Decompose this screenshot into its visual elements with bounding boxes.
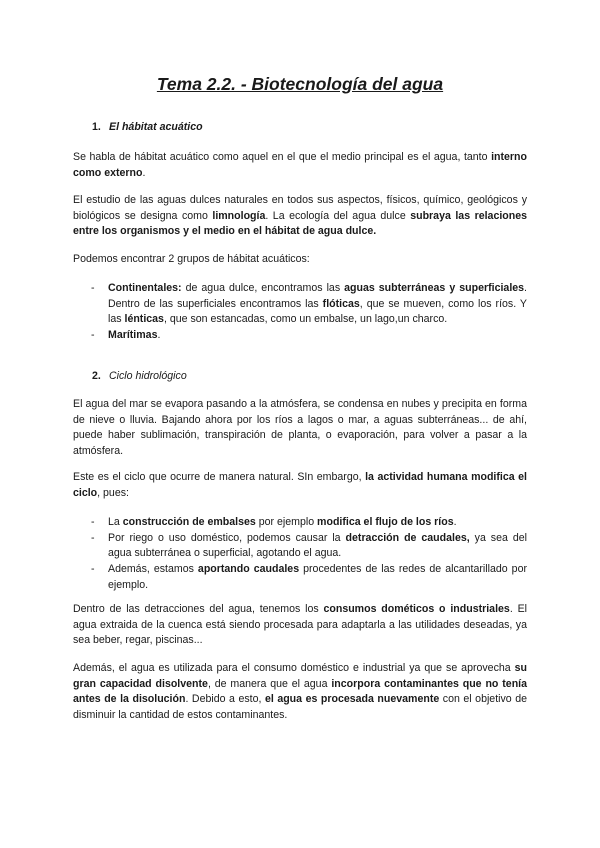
text-run: Se habla de hábitat acuático como aquel en el que el medio principal es el agua, tanto xyxy=(73,151,492,163)
bold-text: consumos dométicos o industriales xyxy=(323,603,510,615)
text-run: Además, estamos xyxy=(108,563,198,576)
list-item xyxy=(91,281,527,328)
page-title: Tema 2.2. - Biotecnología del agua xyxy=(156,74,444,94)
paragraph-actividad-humana xyxy=(73,470,527,501)
bullet-dash: - xyxy=(91,329,95,342)
bullet-dash: - xyxy=(91,282,95,294)
bullet-dash: - xyxy=(91,563,95,576)
section-heading-1 xyxy=(92,120,203,136)
text-run: con el objetivo de disminuir la cantidad de estos contaminantes. xyxy=(73,693,528,722)
text-run: El estudio de las aguas dulces naturales en todos sus aspectos, físicos, químico, geológicos y biológicos se designa como xyxy=(73,194,527,222)
paragraph-habitat-definition xyxy=(73,150,527,181)
text-run: . Debido a esto, xyxy=(185,693,265,706)
text-run: , de manera que el agua xyxy=(207,677,332,690)
text-run: Este es el ciclo que ocurre de manera natural. SIn embargo, xyxy=(73,471,366,483)
section-title: Ciclo hidrológico xyxy=(109,370,187,382)
text-run: . Dentro de las superficiales encontramos las xyxy=(108,282,527,310)
section-number: 2. xyxy=(92,370,101,382)
text-run: , que se mueven, como los ríos. Y las xyxy=(108,297,527,326)
text-run: por ejemplo xyxy=(255,516,318,528)
section-title: El hábitat acuático xyxy=(109,121,203,133)
paragraph-grupos xyxy=(73,252,527,268)
paragraph-ciclo xyxy=(73,397,527,460)
text-run: . xyxy=(453,516,457,528)
habitat-list xyxy=(91,281,527,344)
text-run: La xyxy=(108,516,123,528)
bold-text: incorpora contaminantes que no tenía antes de la disolución xyxy=(73,677,527,706)
list-item xyxy=(91,562,527,593)
text-run: Además, el agua es utilizada para el consumo doméstico e industrial ya que se aprovecha xyxy=(73,662,515,674)
text-run: de agua dulce, encontramos las xyxy=(181,282,345,294)
text-run: , que son estancadas, como un embalse, un lago,un charco. xyxy=(163,313,448,326)
paragraph-limnologia xyxy=(73,193,527,240)
bold-text: lénticas xyxy=(124,313,164,326)
text-run: . xyxy=(142,166,146,179)
text-run: Por riego o uso doméstico, podemos causar la xyxy=(108,531,346,544)
text-run: procedentes de las redes de alcantarillado por ejemplo. xyxy=(108,563,527,591)
text-run: ya sea del agua subterránea o superficial, agotando el agua. xyxy=(108,531,527,560)
section-number: 1. xyxy=(92,121,101,133)
bold-text: la actividad humana modifica el ciclo xyxy=(73,471,527,499)
list-item xyxy=(91,328,527,344)
bold-text: Continentales: xyxy=(108,282,182,294)
section-heading-2 xyxy=(92,369,187,385)
bold-text: flóticas xyxy=(322,297,360,310)
bold-text: aportando caudales xyxy=(197,563,300,576)
text-run: . xyxy=(157,329,161,342)
bold-text: Marítimas xyxy=(108,329,158,342)
bold-text: limnología xyxy=(212,209,266,222)
text-run: , pues: xyxy=(97,486,129,499)
text-run: . La ecología del agua dulce xyxy=(265,209,411,222)
bold-text: construcción de embalses xyxy=(122,516,256,528)
bold-text: el agua es procesada nuevamente xyxy=(264,693,440,706)
bold-text: detracción de caudales, xyxy=(345,531,470,544)
list-item xyxy=(91,515,527,531)
bold-text: modifica el flujo de los ríos xyxy=(317,516,454,528)
bold-text: aguas subterráneas y superficiales xyxy=(344,282,525,294)
bold-text: subraya las relaciones entre los organismos y el medio en el hábitat de agua dulce. xyxy=(73,209,528,238)
bold-text: interno como externo xyxy=(73,151,527,179)
paragraph-detracciones xyxy=(73,602,527,649)
text-run: Podemos encontrar 2 grupos de hábitat acuáticos: xyxy=(73,253,310,265)
impact-list xyxy=(91,515,527,594)
paragraph-disolvente xyxy=(73,661,527,724)
text-run: El agua del mar se evapora pasando a la atmósfera, se condensa en nubes y precipita en forma de nieve o lluvia. Bajando ahora por los ríos a lagos o mar, a aguas subterráneas... de ahí, puede haber sublimación, transpiración de planta, o evaporación, para volver a pasar a la atmósfera. xyxy=(73,398,527,458)
text-run: Dentro de las detracciones del agua, tenemos los xyxy=(73,603,324,615)
text-run: . El agua extraida de la cuenca está siendo procesada para adaptarla a las utilidades deseadas, ya sea beber, regar, piscinas... xyxy=(73,603,527,647)
bullet-dash: - xyxy=(91,516,95,528)
bold-text: su gran capacidad disolvente xyxy=(73,662,527,690)
list-item xyxy=(91,531,527,562)
bullet-dash: - xyxy=(91,531,95,544)
